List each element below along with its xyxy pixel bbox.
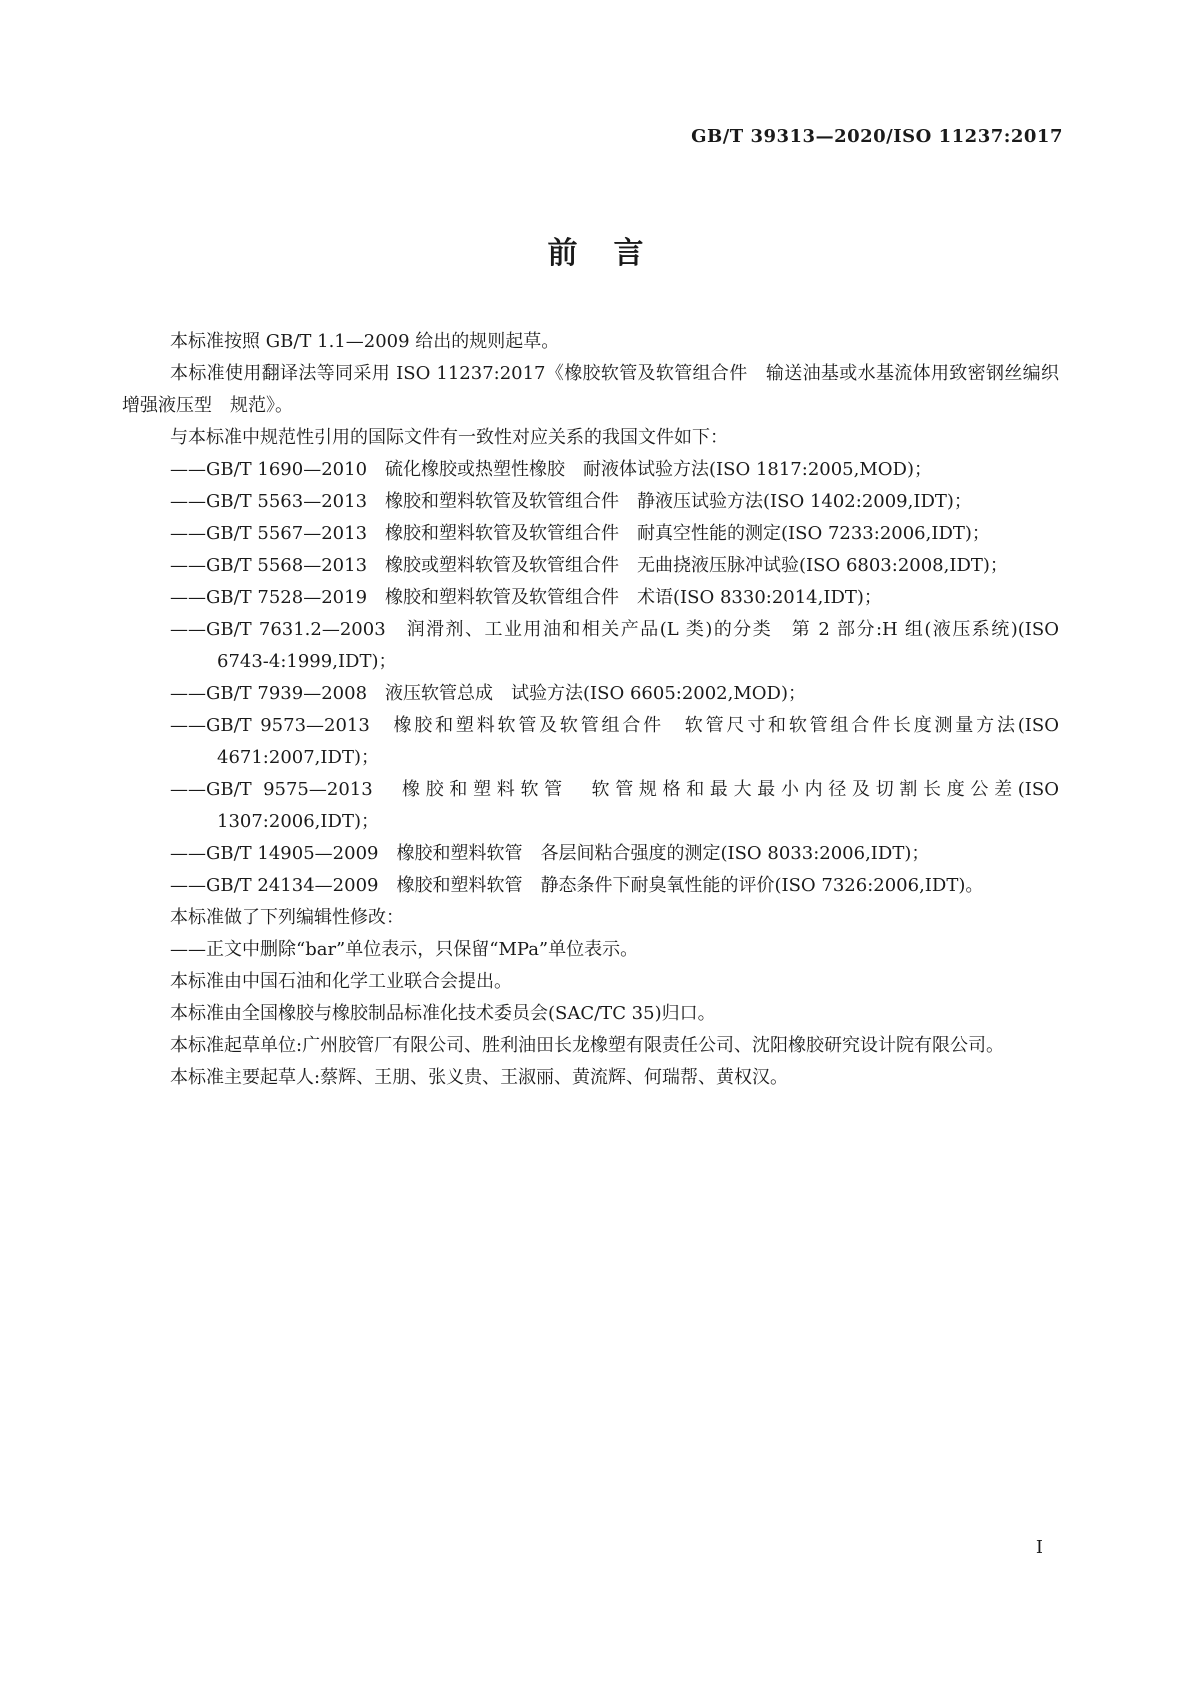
paragraph-drafting-units: 本标准起草单位:广州胶管厂有限公司、胜利油田长龙橡塑有限责任公司、沈阳橡胶研究设计院有限公司。 <box>170 1035 1005 1056</box>
reference-item: ——GB/T 24134—2009 橡胶和塑料软管 静态条件下耐臭氧性能的评价(ISO 7326:2006,IDT)。 <box>170 875 984 896</box>
reference-item: ——GB/T 14905—2009 橡胶和塑料软管 各层间粘合强度的测定(ISO 8033:2006,IDT)； <box>170 843 930 864</box>
reference-item: ——GB/T 1690—2010 硫化橡胶或热塑性橡胶 耐液体试验方法(ISO 1817:2005,MOD)； <box>170 459 933 480</box>
foreword-body <box>122 326 1059 1094</box>
paragraph-drafters: 本标准主要起草人:蔡辉、王朋、张义贵、王淑丽、黄流辉、何瑞帮、黄权汉。 <box>170 1067 789 1088</box>
reference-item: ——GB/T 9575—2013 橡胶和塑料软管 软管规格和最大最小内径及切割长度公差(ISO 1307:2006,IDT)； <box>170 779 1059 832</box>
paragraph-administered-by: 本标准由全国橡胶与橡胶制品标准化技术委员会(SAC/TC 35)归口。 <box>170 1003 716 1024</box>
paragraph-editorial-intro: 本标准做了下列编辑性修改： <box>170 907 404 928</box>
paragraph-adoption: 本标准使用翻译法等同采用 ISO 11237:2017《橡胶软管及软管组合件 输送油基或水基流体用致密钢丝编织增强液压型 规范》。 <box>122 363 1059 416</box>
paragraph-drafting-rules: 本标准按照 GB/T 1.1—2009 给出的规则起草。 <box>170 331 560 352</box>
editorial-item: ——正文中删除“bar”单位表示，只保留“MPa”单位表示。 <box>170 939 639 960</box>
reference-item: ——GB/T 7528—2019 橡胶和塑料软管及软管组合件 术语(ISO 8330:2014,IDT)； <box>170 587 882 608</box>
page-number: I <box>1035 1537 1043 1558</box>
reference-item: ——GB/T 7939—2008 液压软管总成 试验方法(ISO 6605:2002,MOD)； <box>170 683 807 704</box>
reference-item: ——GB/T 5563—2013 橡胶和塑料软管及软管组合件 静液压试验方法(ISO 1402:2009,IDT)； <box>170 491 972 512</box>
paragraph-proposed-by: 本标准由中国石油和化学工业联合会提出。 <box>170 971 512 992</box>
paragraph-references-intro: 与本标准中规范性引用的国际文件有一致性对应关系的我国文件如下： <box>170 427 728 448</box>
reference-item: ——GB/T 7631.2—2003 润滑剂、工业用油和相关产品(L 类)的分类 第 2 部分:H 组(液压系统)(ISO 6743-4:1999,IDT)； <box>170 619 1059 672</box>
reference-item: ——GB/T 5568—2013 橡胶或塑料软管及软管组合件 无曲挠液压脉冲试验(ISO 6803:2008,IDT)； <box>170 555 1008 576</box>
reference-item: ——GB/T 9573—2013 橡胶和塑料软管及软管组合件 软管尺寸和软管组合件长度测量方法(ISO 4671:2007,IDT)； <box>170 715 1059 768</box>
page-title: 前言 <box>547 236 680 271</box>
document-code: GB/T 39313—2020/ISO 11237:2017 <box>691 126 1063 147</box>
reference-item: ——GB/T 5567—2013 橡胶和塑料软管及软管组合件 耐真空性能的测定(ISO 7233:2006,IDT)； <box>170 523 990 544</box>
